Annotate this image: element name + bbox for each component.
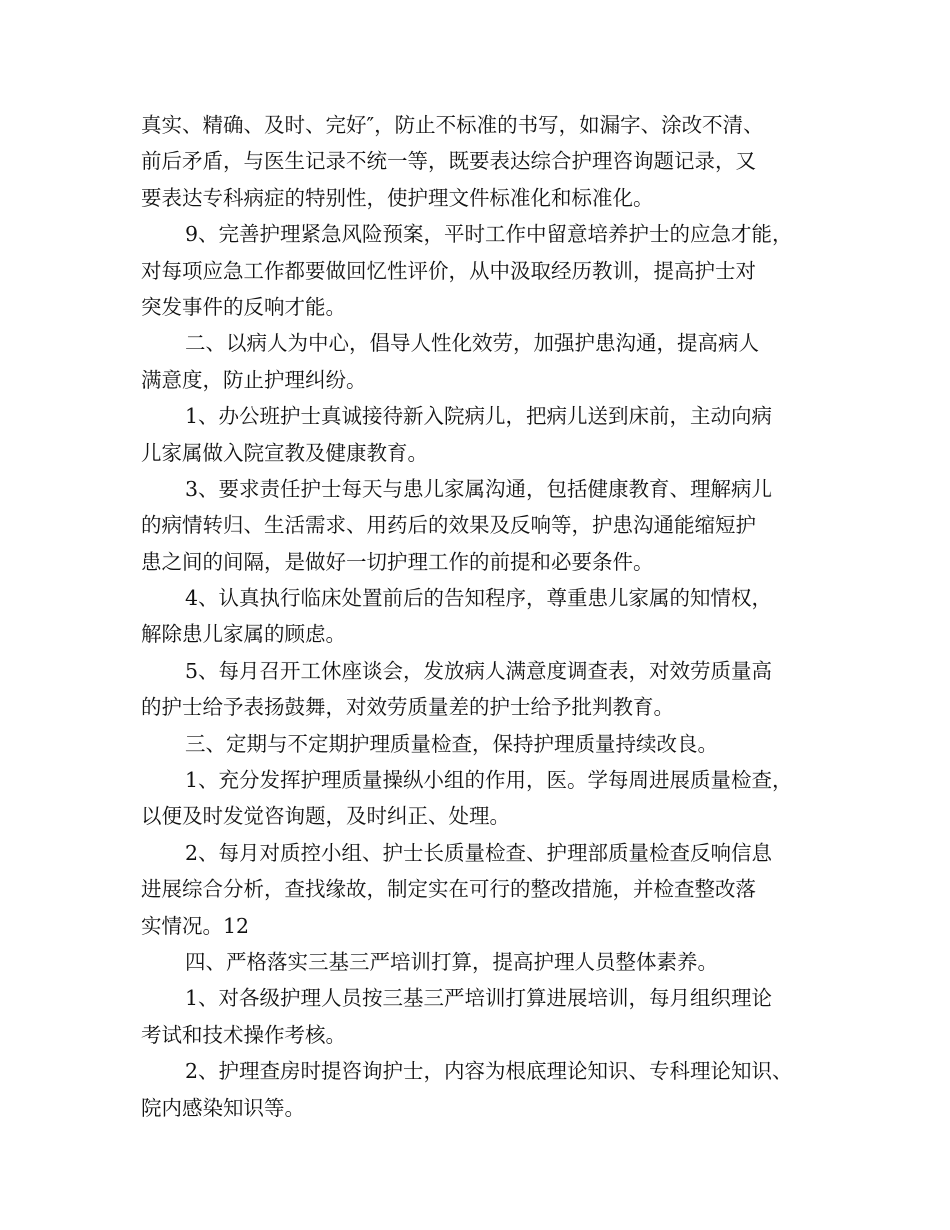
text-line: 对每项应急工作都要做回忆性评价，从中汲取经历教训，提高护士对: [141, 258, 756, 283]
text-line: 1、对各级护理人员按三基三严培训打算进展培训，每月组织理论: [185, 986, 773, 1011]
text-line: 患之间的间隔，是做好一切护理工作的前提和必要条件。: [141, 549, 654, 574]
text-line: 前后矛盾，与医生记录不统一等，既要表达综合护理咨询题记录，又: [141, 149, 756, 174]
text-line: 要表达专科病症的特别性，使护理文件标准化和标准化。: [141, 185, 654, 210]
text-line: 2、每月对质控小组、护士长质量检查、护理部质量检查反响信息: [185, 840, 773, 865]
text-line: 2、护理查房时提咨询护士，内容为根底理论知识、专科理论知识、: [185, 1059, 793, 1084]
text-line: 四、严格落实三基三严培训打算，提高护理人员整体素养。: [185, 949, 718, 974]
text-line: 二、以病人为中心，倡导人性化效劳，加强护患沟通，提高病人: [185, 331, 759, 356]
text-line: 突发事件的反响才能。: [141, 294, 346, 319]
text-line: 解除患儿家属的顾虑。: [141, 622, 346, 647]
text-line: 1、充分发挥护理质量操纵小组的作用，医。学每周进展质量检查，: [185, 768, 793, 793]
text-line: 儿家属做入院宣教及健康教育。: [141, 440, 428, 465]
text-line: 以便及时发觉咨询题，及时纠正、处理。: [141, 804, 510, 829]
document-body: [141, 107, 831, 1126]
text-line: 的病情转归、生活需求、用药后的效果及反响等，护患沟通能缩短护: [141, 513, 756, 538]
text-line: 考试和技术操作考核。: [141, 1022, 346, 1047]
text-line: 4、认真执行临床处置前后的告知程序，尊重患儿家属的知情权，: [185, 586, 773, 611]
text-line: 1、办公班护士真诚接待新入院病儿，把病儿送到床前，主动向病: [185, 404, 773, 429]
text-line: 三、定期与不定期护理质量检查，保持护理质量持续改良。: [185, 731, 718, 756]
text-line: 3、要求责任护士每天与患儿家属沟通，包括健康教育、理解病儿: [185, 476, 773, 501]
text-line: 实情况。12: [141, 913, 250, 938]
text-line: 9、完善护理紧急风险预案，平时工作中留意培养护士的应急才能，: [185, 222, 793, 247]
text-line: 满意度，防止护理纠纷。: [141, 367, 367, 392]
text-line: 进展综合分析，查找缘故，制定实在可行的整改措施，并检查整改落: [141, 877, 756, 902]
text-line: 真实、精确、及时、完好″，防止不标准的书写，如漏字、涂改不清、: [141, 113, 764, 137]
text-line: 院内感染知识等。: [141, 1095, 305, 1120]
text-line: 的护士给予表扬鼓舞，对效劳质量差的护士给予批判教育。: [141, 695, 674, 720]
text-line: 5、每月召开工休座谈会，发放病人满意度调查表，对效劳质量高: [185, 658, 773, 683]
